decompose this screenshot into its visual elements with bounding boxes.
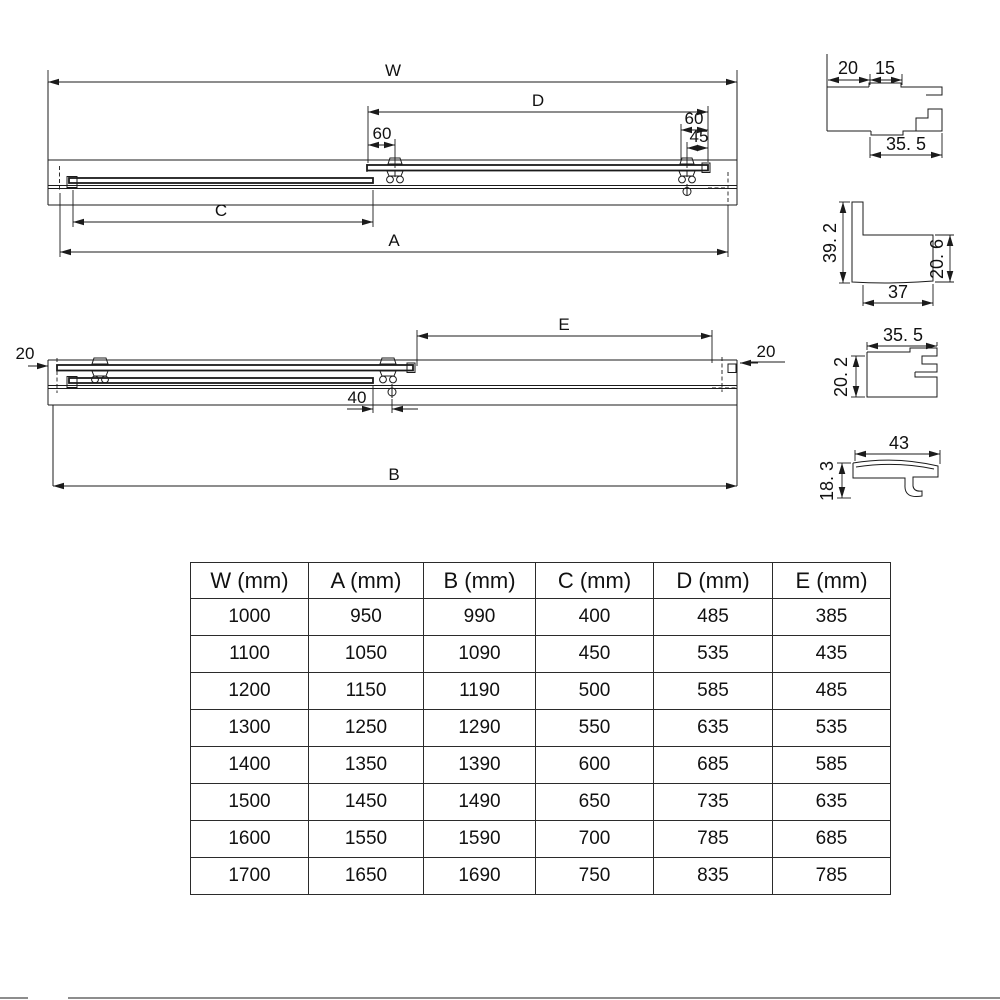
table-header-w: W (mm)	[191, 563, 309, 599]
table-cell: 785	[654, 821, 773, 858]
table-cell: 1350	[309, 747, 424, 784]
table-row	[191, 710, 891, 747]
table-cell: 1100	[191, 636, 309, 673]
table-row	[191, 636, 891, 673]
table-cell: 1400	[191, 747, 309, 784]
table-cell: 1250	[309, 710, 424, 747]
table-cell: 1150	[309, 673, 424, 710]
image-border-bottom	[68, 997, 1000, 999]
dim-label-60-right: 60	[684, 109, 704, 128]
dimension-p2-392	[820, 202, 850, 283]
sliding-panel	[367, 163, 710, 173]
table-row	[191, 599, 891, 636]
profile-bottom-guide	[831, 325, 937, 397]
dim-label-c: C	[214, 201, 228, 220]
table-cell: 785	[773, 858, 891, 895]
table-cell: 750	[536, 858, 654, 895]
table-cell: 990	[424, 599, 536, 636]
table-row	[191, 858, 891, 895]
dim-label-20-left: 20	[15, 344, 35, 363]
table-cell: 1190	[424, 673, 536, 710]
dim-label-p4-183: 18. 3	[817, 460, 837, 502]
table-cell: 585	[773, 747, 891, 784]
table-cell: 435	[773, 636, 891, 673]
table-cell: 1450	[309, 784, 424, 821]
table-cell: 1550	[309, 821, 424, 858]
table-cell: 1300	[191, 710, 309, 747]
profile-seal-strip	[817, 433, 940, 501]
table-cell: 635	[773, 784, 891, 821]
table-cell: 1000	[191, 599, 309, 636]
table-cell: 1590	[424, 821, 536, 858]
dimension-20-left	[16, 344, 48, 366]
table-cell: 700	[536, 821, 654, 858]
table-cell: 950	[309, 599, 424, 636]
dimension-e	[417, 315, 712, 366]
profile-top-track	[827, 54, 942, 158]
dim-label-40: 40	[347, 388, 367, 407]
roller-hanger-right-2	[380, 358, 397, 398]
profile-wall-bracket	[820, 202, 954, 306]
table-cell: 735	[654, 784, 773, 821]
dimension-w	[48, 61, 737, 86]
dimension-p3-202	[831, 356, 865, 397]
table-header-c: C (mm)	[536, 563, 654, 599]
dim-label-p4-43: 43	[888, 433, 910, 453]
dim-label-p1-15: 15	[874, 58, 896, 78]
dim-label-a: A	[388, 231, 400, 250]
dimension-40	[347, 385, 418, 413]
dimension-p1-20	[828, 58, 870, 85]
dim-label-p2-206: 20. 6	[927, 238, 947, 280]
table-header-e: E (mm)	[773, 563, 891, 599]
table-cell: 450	[536, 636, 654, 673]
table-cell: 1500	[191, 784, 309, 821]
dimension-60-left	[368, 124, 395, 168]
dim-label-20-right: 20	[756, 342, 776, 361]
dimension-p4-43	[855, 433, 940, 464]
table-header-d: D (mm)	[654, 563, 773, 599]
table-cell: 485	[773, 673, 891, 710]
view-2-open	[16, 315, 785, 486]
table-cell: 1600	[191, 821, 309, 858]
table-cell: 585	[654, 673, 773, 710]
table-cell: 1050	[309, 636, 424, 673]
dim-label-45: 45	[689, 127, 709, 146]
dimension-p3-355	[867, 325, 937, 350]
dimension-p1-355	[870, 133, 942, 158]
table-cell: 1700	[191, 858, 309, 895]
table-cell: 1690	[424, 858, 536, 895]
dim-label-e: E	[558, 315, 570, 334]
table-cell: 1200	[191, 673, 309, 710]
track-end-cap	[712, 357, 737, 392]
dimension-c	[73, 190, 373, 227]
table-cell: 1090	[424, 636, 536, 673]
table-cell: 835	[654, 858, 773, 895]
table-cell: 685	[773, 821, 891, 858]
dim-label-60-left: 60	[372, 124, 392, 143]
table-cell: 535	[654, 636, 773, 673]
dim-label-d: D	[531, 91, 545, 110]
dim-label-p3-202: 20. 2	[831, 356, 851, 398]
table-row	[191, 747, 891, 784]
frame-outline	[48, 82, 737, 205]
dim-label-b: B	[388, 465, 400, 484]
dim-label-p1-20: 20	[837, 58, 859, 78]
dim-label-p1-355: 35. 5	[885, 134, 927, 154]
dim-label-w: W	[384, 61, 402, 80]
dimension-p1-15	[870, 58, 902, 85]
table-cell: 650	[536, 784, 654, 821]
dimension-b	[53, 465, 737, 486]
dim-label-p2-392: 39. 2	[820, 222, 840, 264]
table-cell: 535	[773, 710, 891, 747]
table-cell: 500	[536, 673, 654, 710]
dimension-a	[60, 193, 728, 257]
table-header-a: A (mm)	[309, 563, 424, 599]
dim-label-p2-37: 37	[887, 282, 909, 302]
dimension-p4-183	[817, 461, 851, 501]
table-row	[191, 673, 891, 710]
table-cell: 685	[654, 747, 773, 784]
dim-label-p3-355: 35. 5	[882, 325, 924, 345]
table-cell: 1290	[424, 710, 536, 747]
table-cell: 400	[536, 599, 654, 636]
track-rails	[48, 186, 737, 189]
dimension-45	[687, 127, 708, 168]
table-row	[191, 784, 891, 821]
view-1-closed	[48, 61, 737, 257]
table-cell: 1650	[309, 858, 424, 895]
table-cell: 550	[536, 710, 654, 747]
table-header-row	[191, 563, 891, 599]
table-cell: 635	[654, 710, 773, 747]
table-header-b: B (mm)	[424, 563, 536, 599]
table-row	[191, 821, 891, 858]
table-cell: 485	[654, 599, 773, 636]
image-border-bottom-left	[0, 997, 28, 999]
dimension-p2-37	[863, 282, 933, 306]
table-cell: 600	[536, 747, 654, 784]
table-cell: 1490	[424, 784, 536, 821]
table-cell: 385	[773, 599, 891, 636]
size-table	[190, 562, 891, 895]
table-cell: 1390	[424, 747, 536, 784]
dimension-p2-206	[927, 235, 954, 282]
dimension-d	[368, 91, 708, 163]
dimension-20-right	[740, 342, 785, 363]
